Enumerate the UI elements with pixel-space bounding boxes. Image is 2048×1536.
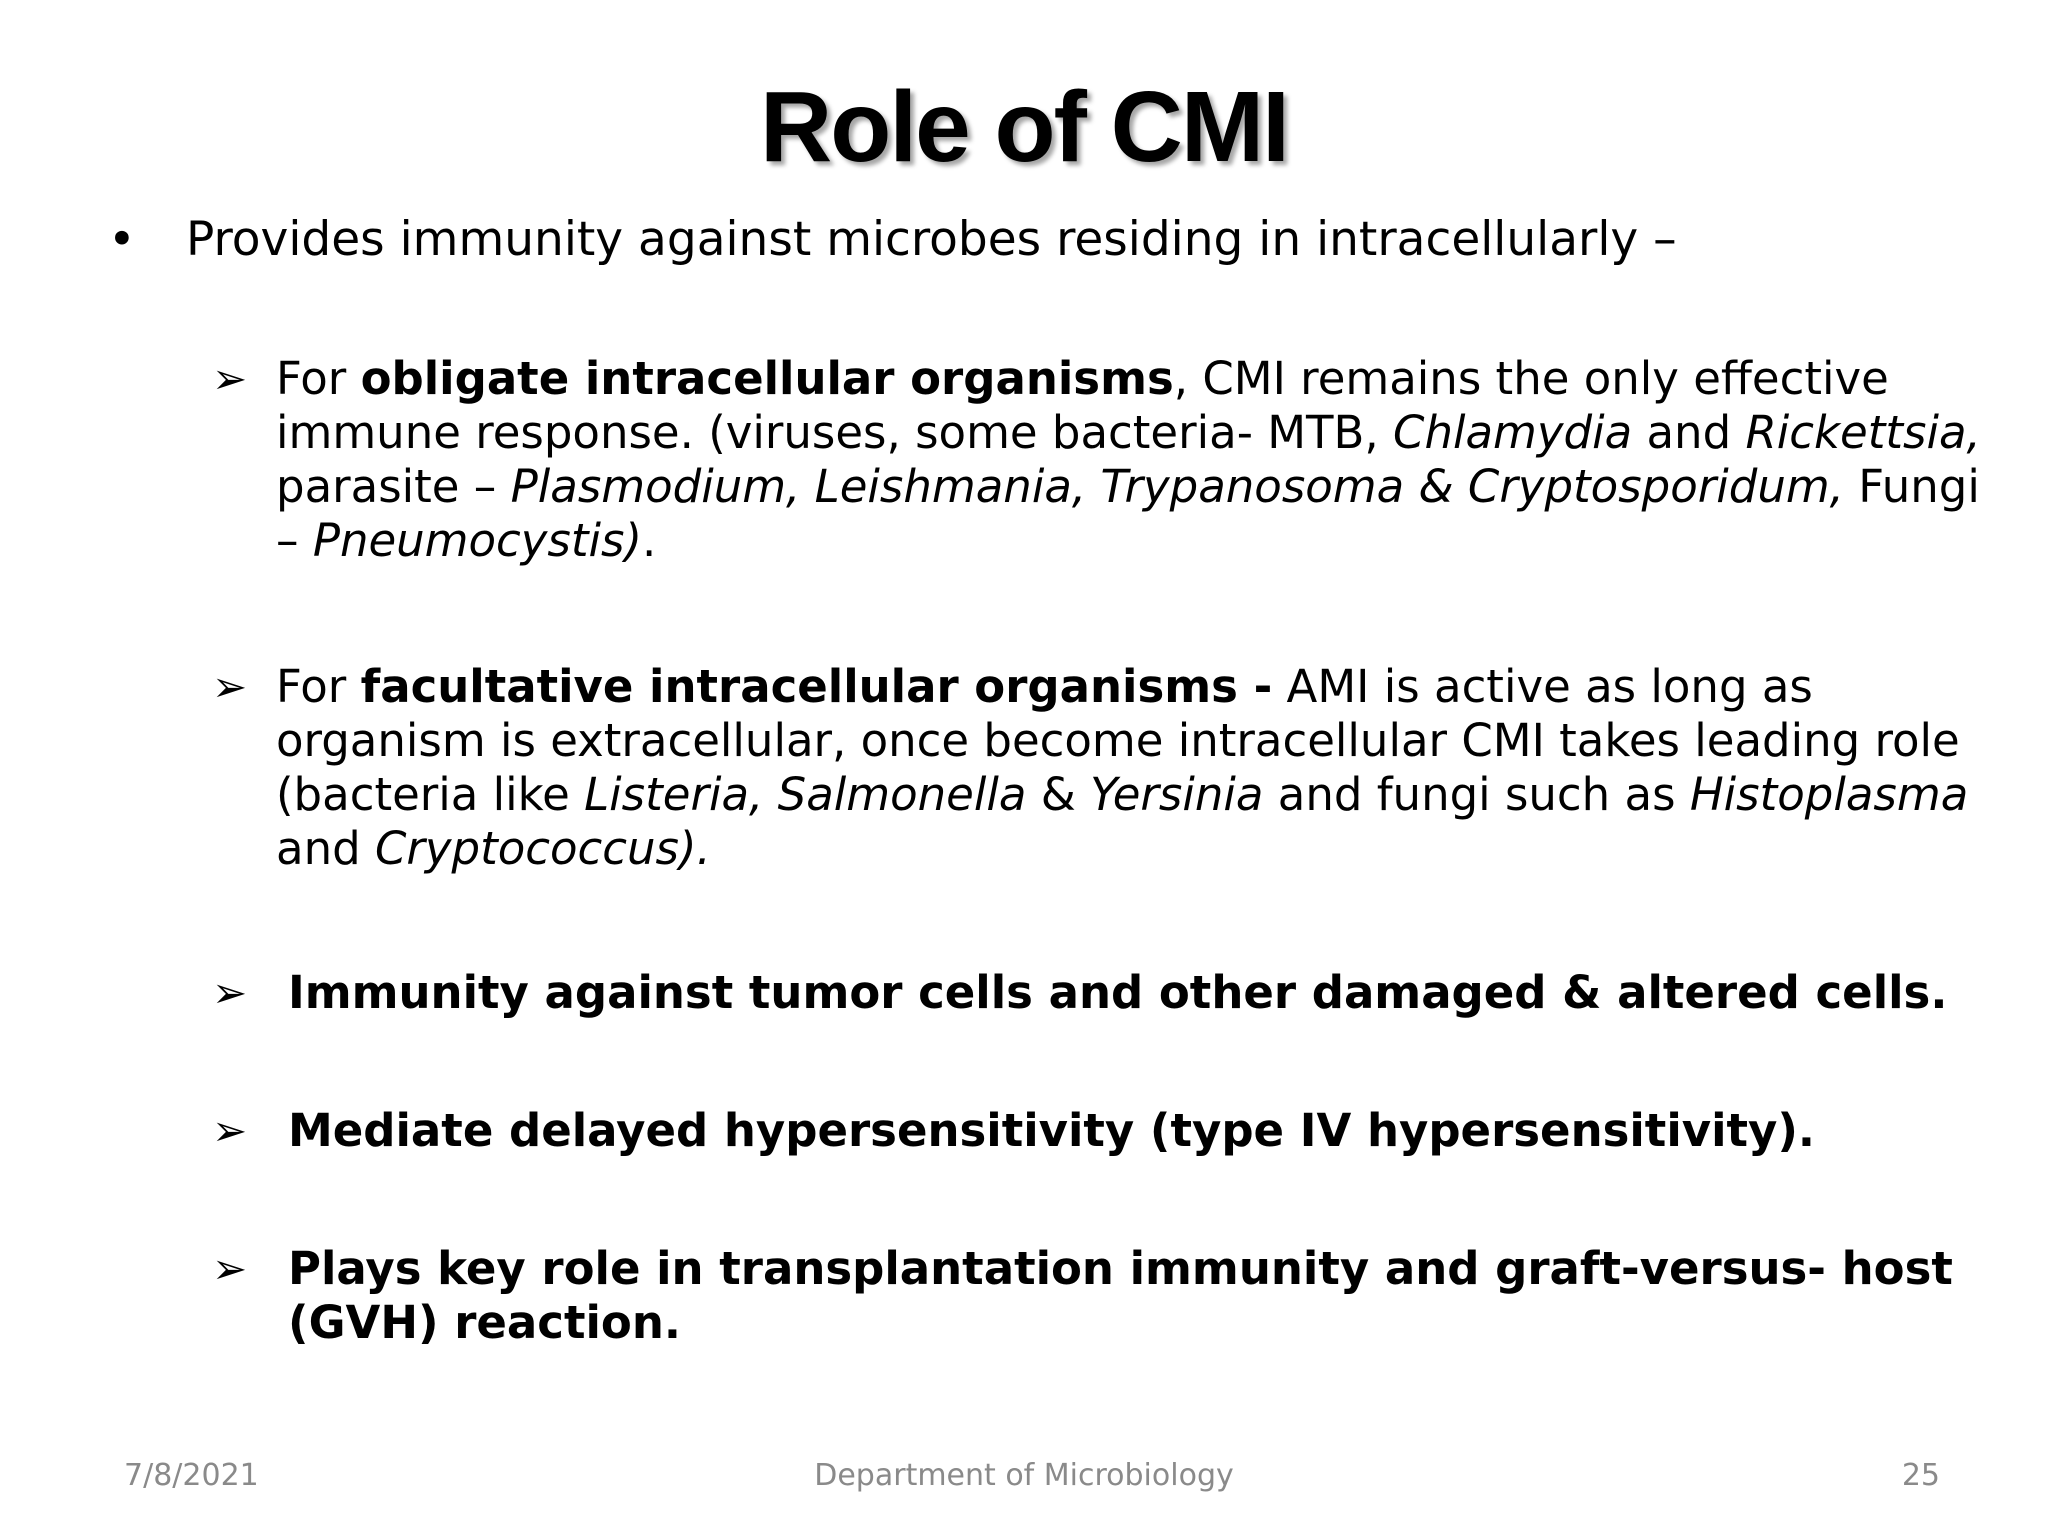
sub-bullet-obligate	[212, 352, 2002, 568]
arrow-bullet-icon: ➢	[212, 662, 248, 711]
sub-bullet-tumor	[212, 966, 2002, 1020]
arrow-bullet-icon: ➢	[212, 1106, 248, 1155]
obligate-text: For obligate intracellular organisms, CMI remains the only effective immune response. (viruses, some bacteria- MTB, Chlamydia and Rickettsia, parasite – Plasmodium, Leishmania, Trypanosoma & Cryptosporidum, Fungi – Pneumocystis).	[276, 352, 1981, 567]
main-bullet-text: Provides immunity against microbes residing in intracellularly –	[186, 212, 1677, 267]
footer-page-number: 25	[1901, 1458, 1940, 1493]
arrow-bullet-icon: ➢	[212, 354, 248, 403]
facultative-text: For facultative intracellular organisms - AMI is active as long as organism is extracellular, once become intracellular CMI takes leading role (bacteria like Listeria, Salmonella & Yersinia and fungi such as Histoplasma and Cryptococcus).	[276, 660, 1969, 875]
tumor-text: Immunity against tumor cells and other damaged & altered cells.	[288, 966, 1948, 1019]
hypersensitivity-text: Mediate delayed hypersensitivity (type IV hypersensitivity).	[288, 1104, 1816, 1157]
bullet-dot-icon: •	[108, 212, 136, 267]
footer-date: 7/8/2021	[124, 1458, 259, 1493]
arrow-bullet-icon: ➢	[212, 968, 248, 1017]
transplant-text: Plays key role in transplantation immunity and graft-versus- host (GVH) reaction.	[288, 1242, 1953, 1349]
arrow-bullet-icon: ➢	[212, 1244, 248, 1293]
sub-bullet-hypersensitivity	[212, 1104, 2002, 1158]
slide-title: Role of CMI	[760, 71, 1288, 183]
footer-department: Department of Microbiology	[814, 1458, 1234, 1493]
sub-bullet-transplant	[212, 1242, 2002, 1350]
sub-bullet-facultative	[212, 660, 2002, 876]
